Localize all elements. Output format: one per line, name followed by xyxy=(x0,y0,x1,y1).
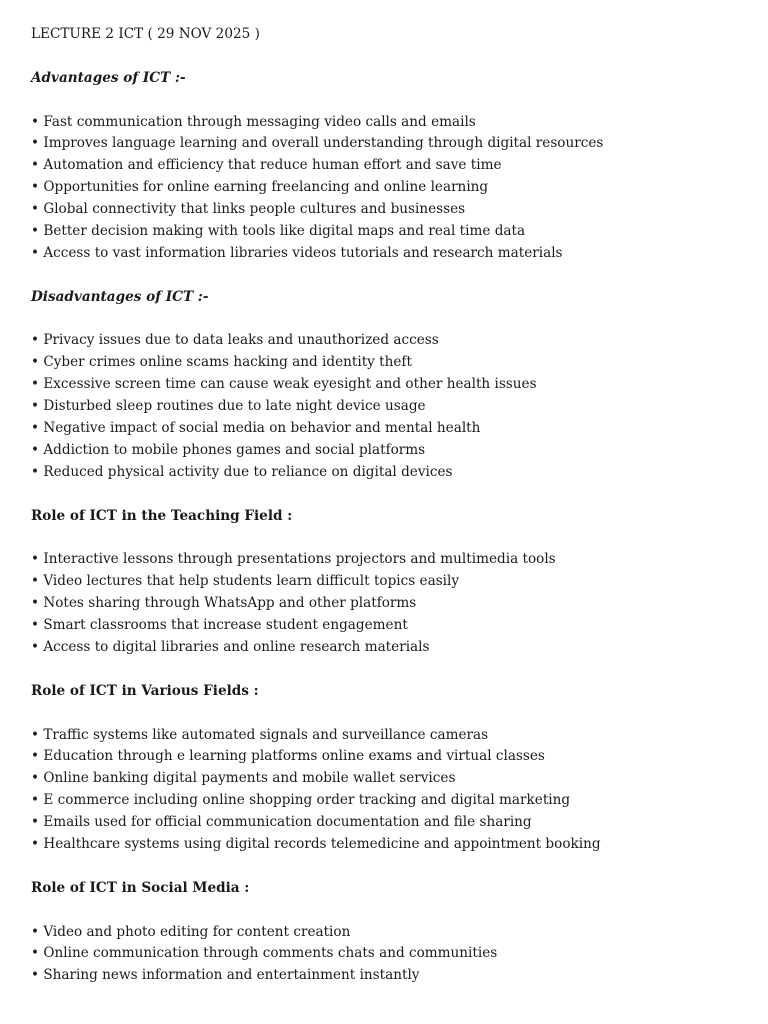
spacer xyxy=(31,703,768,725)
spacer xyxy=(31,265,768,287)
list-item: • Better decision making with tools like digital maps and real time data xyxy=(31,221,768,243)
list-item: • Negative impact of social media on behavior and mental health xyxy=(31,418,768,440)
social-media-list xyxy=(31,922,768,988)
list-item: • Automation and efficiency that reduce human effort and save time xyxy=(31,155,768,177)
document-title: LECTURE 2 ICT ( 29 NOV 2025 ) xyxy=(31,26,260,42)
spacer xyxy=(31,484,768,506)
list-item: • Education through e learning platforms online exams and virtual classes xyxy=(31,746,768,768)
spacer xyxy=(31,527,768,549)
list-item: • Addiction to mobile phones games and social platforms xyxy=(31,440,768,462)
advantages-list xyxy=(31,112,768,265)
list-item: • Access to vast information libraries videos tutorials and research materials xyxy=(31,243,768,265)
section-heading-advantages: Advantages of ICT :- xyxy=(31,69,186,86)
list-item: • Traffic systems like automated signals and surveillance cameras xyxy=(31,725,768,747)
list-item: • Video lectures that help students learn difficult topics easily xyxy=(31,571,768,593)
disadvantages-list xyxy=(31,330,768,483)
list-item: • Excessive screen time can cause weak eyesight and other health issues xyxy=(31,374,768,396)
list-item: • Smart classrooms that increase student engagement xyxy=(31,615,768,637)
list-item: • Video and photo editing for content creation xyxy=(31,922,768,944)
list-item: • Fast communication through messaging video calls and emails xyxy=(31,112,768,134)
list-item: • Healthcare systems using digital records telemedicine and appointment booking xyxy=(31,834,768,856)
list-item: • Interactive lessons through presentations projectors and multimedia tools xyxy=(31,549,768,571)
list-item: • Cyber crimes online scams hacking and identity theft xyxy=(31,352,768,374)
list-item: • Online communication through comments chats and communities xyxy=(31,943,768,965)
list-item: • Improves language learning and overall understanding through digital resources xyxy=(31,133,768,155)
list-item: • Access to digital libraries and online research materials xyxy=(31,637,768,659)
spacer xyxy=(31,46,768,68)
list-item: • Disturbed sleep routines due to late night device usage xyxy=(31,396,768,418)
list-item: • Opportunities for online earning freelancing and online learning xyxy=(31,177,768,199)
teaching-field-list xyxy=(31,549,768,658)
list-item: • Emails used for official communication documentation and file sharing xyxy=(31,812,768,834)
spacer xyxy=(31,856,768,878)
spacer xyxy=(31,309,768,331)
section-heading-social-media: Role of ICT in Social Media : xyxy=(31,879,250,896)
list-item: • Notes sharing through WhatsApp and other platforms xyxy=(31,593,768,615)
various-fields-list xyxy=(31,725,768,856)
section-heading-teaching-field: Role of ICT in the Teaching Field : xyxy=(31,507,293,524)
spacer xyxy=(31,900,768,922)
list-item: • Privacy issues due to data leaks and unauthorized access xyxy=(31,330,768,352)
list-item: • Reduced physical activity due to reliance on digital devices xyxy=(31,462,768,484)
section-heading-disadvantages: Disadvantages of ICT :- xyxy=(31,288,209,305)
spacer xyxy=(31,90,768,112)
list-item: • Online banking digital payments and mobile wallet services xyxy=(31,768,768,790)
list-item: • Sharing news information and entertainment instantly xyxy=(31,965,768,987)
spacer xyxy=(31,659,768,681)
list-item: • E commerce including online shopping order tracking and digital marketing xyxy=(31,790,768,812)
section-heading-various-fields: Role of ICT in Various Fields : xyxy=(31,682,259,699)
list-item: • Global connectivity that links people cultures and businesses xyxy=(31,199,768,221)
